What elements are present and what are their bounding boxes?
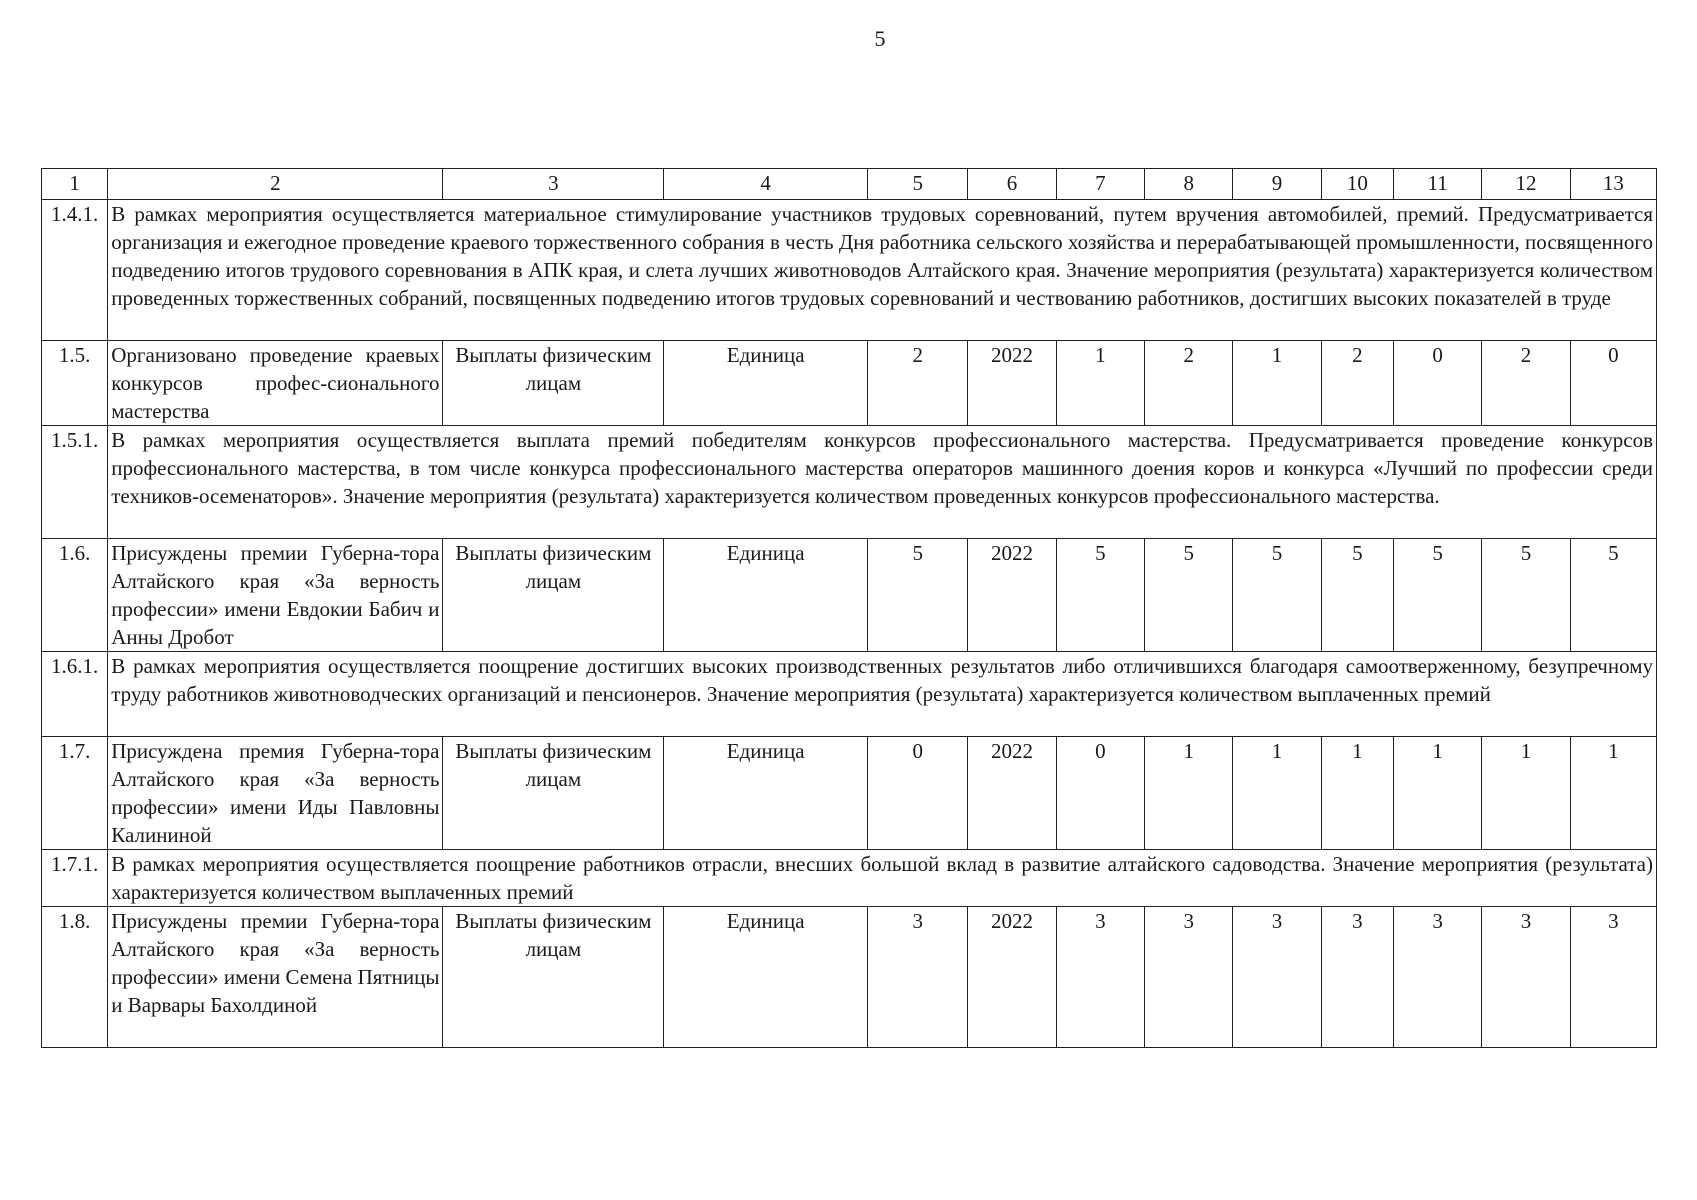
expense-type: Выплаты физическим лицам: [443, 737, 664, 850]
expense-type: Выплаты физическим лицам: [443, 907, 664, 1048]
value-cell: 3: [1056, 907, 1144, 1048]
value-cell: 5: [1233, 539, 1321, 652]
value-cell: 5: [1570, 539, 1656, 652]
indicators-table: [41, 168, 1657, 1048]
header-cell: 2: [108, 169, 443, 200]
description-row: [42, 426, 1657, 539]
header-cell: 11: [1393, 169, 1481, 200]
value-cell: 1: [1233, 737, 1321, 850]
value-cell: 1: [1145, 737, 1233, 850]
value-cell: 5: [1482, 539, 1570, 652]
value-cell: 3: [1321, 907, 1393, 1048]
value-cell: 3: [1145, 907, 1233, 1048]
value-cell: 2: [1321, 341, 1393, 426]
base-year: 2022: [968, 737, 1056, 850]
header-cell: 6: [968, 169, 1056, 200]
indicator-name: Присуждена премия Губерна-тора Алтайского края «За верность профессии» имени Иды Павловны Калининой: [108, 737, 443, 850]
header-cell: 10: [1321, 169, 1393, 200]
value-cell: 0: [1393, 341, 1481, 426]
base-year: 2022: [968, 539, 1056, 652]
header-cell: 9: [1233, 169, 1321, 200]
value-cell: 3: [1570, 907, 1656, 1048]
value-cell: 5: [1393, 539, 1481, 652]
header-cell: 7: [1056, 169, 1144, 200]
value-cell: 3: [1233, 907, 1321, 1048]
header-cell: 1: [42, 169, 108, 200]
value-cell: 5: [1056, 539, 1144, 652]
expense-type: Выплаты физическим лицам: [443, 539, 664, 652]
indicator-name: Организовано проведение краевых конкурсов профес-сионального мастерства: [108, 341, 443, 426]
value-cell: 0: [1570, 341, 1656, 426]
description-row: [42, 200, 1657, 341]
description-text: В рамках мероприятия осуществляется поощрение работников отрасли, внесших большой вклад в развитие алтайского садоводства. Значение мероприятия (результата) характеризуется количеством выплаченных премий: [108, 850, 1657, 907]
expense-type: Выплаты физическим лицам: [443, 341, 664, 426]
value-cell: 1: [1482, 737, 1570, 850]
unit: Единица: [664, 341, 868, 426]
value-cell: 5: [1321, 539, 1393, 652]
page-number: 5: [874, 26, 886, 51]
header-cell: 13: [1570, 169, 1656, 200]
indicator-row: [42, 341, 1657, 426]
row-number: 1.4.1.: [42, 200, 108, 341]
header-row: [42, 169, 1657, 200]
header-cell: 8: [1145, 169, 1233, 200]
value-cell: 1: [1570, 737, 1656, 850]
value-cell: 2: [1145, 341, 1233, 426]
base-year: 2022: [968, 341, 1056, 426]
base-value: 3: [868, 907, 968, 1048]
value-cell: 1: [1056, 341, 1144, 426]
value-cell: 2: [1482, 341, 1570, 426]
base-value: 0: [868, 737, 968, 850]
value-cell: 1: [1233, 341, 1321, 426]
base-value: 5: [868, 539, 968, 652]
row-number: 1.7.: [42, 737, 108, 850]
header-cell: 4: [664, 169, 868, 200]
header-cell: 5: [868, 169, 968, 200]
indicator-row: [42, 907, 1657, 1048]
value-cell: 1: [1393, 737, 1481, 850]
indicator-row: [42, 737, 1657, 850]
row-number: 1.5.: [42, 341, 108, 426]
unit: Единица: [664, 737, 868, 850]
base-value: 2: [868, 341, 968, 426]
header-cell: 3: [443, 169, 664, 200]
header-cell: 12: [1482, 169, 1570, 200]
indicator-row: [42, 539, 1657, 652]
row-number: 1.5.1.: [42, 426, 108, 539]
value-cell: 0: [1056, 737, 1144, 850]
description-text: В рамках мероприятия осуществляется выплата премий победителям конкурсов профессионального мастерства. Предусматривается проведение конкурсов профессионального мастерства, в том числе конкурса профессионального мастерства операторов машинного доения коров и конкурса «Лучший по профессии среди техников-осеменаторов». Значение мероприятия (результата) характеризуется количеством проведенных конкурсов профессионального мастерства.: [108, 426, 1657, 539]
row-number: 1.6.: [42, 539, 108, 652]
value-cell: 1: [1321, 737, 1393, 850]
row-number: 1.8.: [42, 907, 108, 1048]
base-year: 2022: [968, 907, 1056, 1048]
description-row: [42, 652, 1657, 737]
description-text: В рамках мероприятия осуществляется поощрение достигших высоких производственных результатов либо отличившихся благодаря самоотверженному, безупречному труду работников животноводческих организаций и пенсионеров. Значение мероприятия (результата) характеризуется количеством выплаченных премий: [108, 652, 1657, 737]
indicator-name: Присуждены премии Губерна-тора Алтайского края «За верность профессии» имени Евдокии Бабич и Анны Дробот: [108, 539, 443, 652]
unit: Единица: [664, 539, 868, 652]
value-cell: 5: [1145, 539, 1233, 652]
description-row: [42, 850, 1657, 907]
value-cell: 3: [1393, 907, 1481, 1048]
indicator-name: Присуждены премии Губерна-тора Алтайского края «За верность профессии» имени Семена Пятницы и Варвары Бахолдиной: [108, 907, 443, 1048]
row-number: 1.6.1.: [42, 652, 108, 737]
row-number: 1.7.1.: [42, 850, 108, 907]
unit: Единица: [664, 907, 868, 1048]
description-text: В рамках мероприятия осуществляется материальное стимулирование участников трудовых соревнований, путем вручения автомобилей, премий. Предусматривается организация и ежегодное проведение краевого торжественного собрания в честь Дня работника сельского хозяйства и перерабатывающей промышленности, посвященного подведению итогов трудового соревнования в АПК края, и слета лучших животноводов Алтайского края. Значение мероприятия (результата) характеризуется количеством проведенных торжественных собраний, посвященных подведению итогов трудовых соревнований и чествованию работников, достигших высоких показателей в труде: [108, 200, 1657, 341]
value-cell: 3: [1482, 907, 1570, 1048]
